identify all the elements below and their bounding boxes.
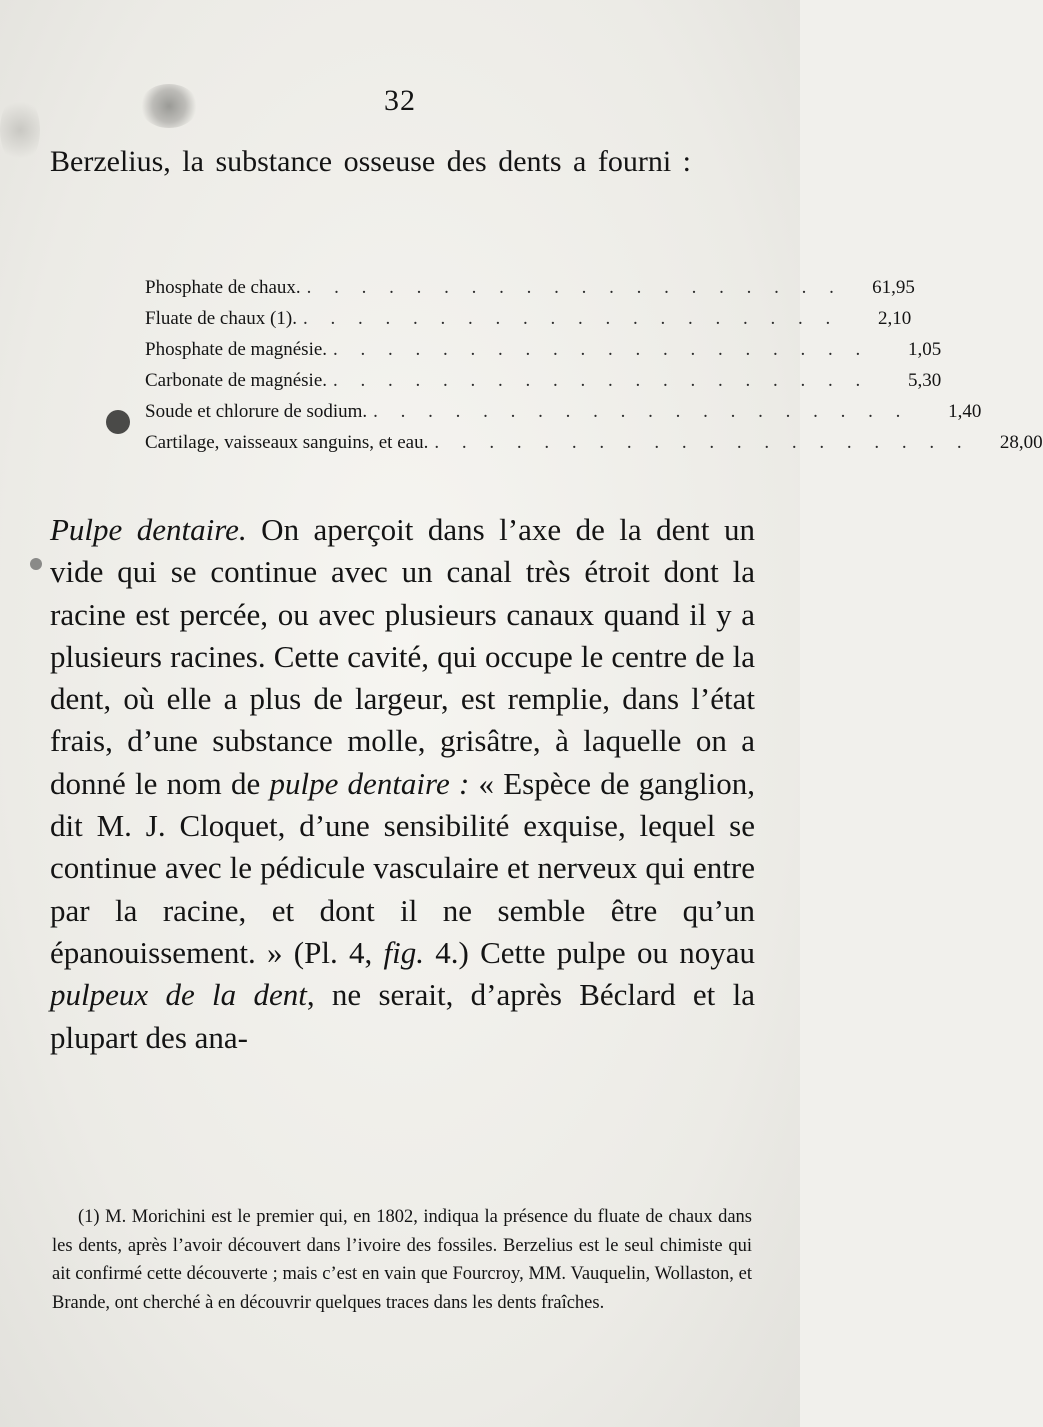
ink-blot (30, 558, 42, 570)
analysis-row (145, 396, 982, 427)
analysis-row (145, 427, 1043, 458)
dot-leader: . . . . . . . . . . . . . . . . . . . . (434, 432, 971, 453)
substance-value: 1,40 (948, 401, 982, 422)
substance-name: Soude et chlorure de sodium. (145, 401, 368, 422)
substance-value: 2,10 (877, 308, 912, 329)
substance-name: Carbonate de magnésie. (145, 370, 328, 391)
substance-name: Fluate de chaux (1). (145, 308, 297, 329)
paragraph-text: 4.) Cette pulpe ou noyau (424, 934, 755, 970)
figure-abbrev: fig. (383, 934, 424, 970)
paragraph-text: , ne serait, d’après Béclard et la plupart des ana- (50, 977, 755, 1055)
italic-term: pulpe dentaire : (269, 765, 470, 801)
footnote: (1) M. Morichini est le premier qui, en 1802, indiqua la présence du fluate de chaux dans les dents, après l’avoir découvert dans l’ivoire des fossiles. Berzelius est le seul chimiste qui ait confirmé cette découverte ; mais c’est en vain que Fourcroy, MM. Vauquelin, Wollaston, et Brande, ont cherché à en découvrir quelques traces dans les dents fraîches. (52, 1207, 752, 1313)
substance-value: 61,95 (872, 277, 915, 298)
section-heading: Pulpe dentaire. (50, 512, 247, 547)
paragraph-text: « Espèce de ganglion, dit M. J. Cloquet, d’une sensibilité exquise, lequel se continue avec le pédicule vasculaire et nerveux qui entre par la racine, et dont il ne semble être qu’un épanouissement. » (Pl. 4, (50, 765, 755, 970)
page-number: 32 (384, 84, 416, 117)
analysis-row (145, 334, 942, 365)
substance-name: Phosphate de magnésie. (145, 339, 328, 360)
substance-value: 28,00 (999, 432, 1043, 453)
analysis-table (145, 272, 1043, 458)
analysis-row (145, 272, 915, 303)
ink-blot (106, 410, 130, 434)
dot-leader: . . . . . . . . . . . . . . . . . . . . (333, 339, 870, 360)
substance-name: Cartilage, vaisseaux sanguins, et eau. (145, 432, 429, 453)
paragraph-text: On aperçoit dans l’axe de la dent un vide qui se continue avec un canal très étroit dont la racine est percée, ou avec plusieurs canaux quand il y a plusieurs racines. Cette cavité, qui occupe le centre de la dent, où elle a plus de largeur, est remplie, dans l’état frais, d’une substance molle, grisâtre, à laquelle on a donné le nom de (50, 512, 756, 801)
dot-leader: . . . . . . . . . . . . . . . . . . . . (302, 308, 840, 329)
dot-leader: . . . . . . . . . . . . . . . . . . . . (373, 401, 910, 422)
substance-name: Phosphate de chaux. (145, 277, 301, 298)
main-paragraph (50, 509, 755, 1059)
intro-paragraph: Berzelius, la substance osseuse des dents a fourni : (50, 145, 692, 178)
dot-leader: . . . . . . . . . . . . . . . . . . . . (306, 277, 843, 298)
italic-term: pulpeux de la dent (50, 977, 307, 1013)
dot-leader: . . . . . . . . . . . . . . . . . . . . (333, 370, 870, 391)
substance-value: 1,05 (908, 339, 942, 360)
analysis-row (145, 303, 912, 334)
analysis-row (145, 365, 942, 396)
substance-value: 5,30 (908, 370, 942, 391)
